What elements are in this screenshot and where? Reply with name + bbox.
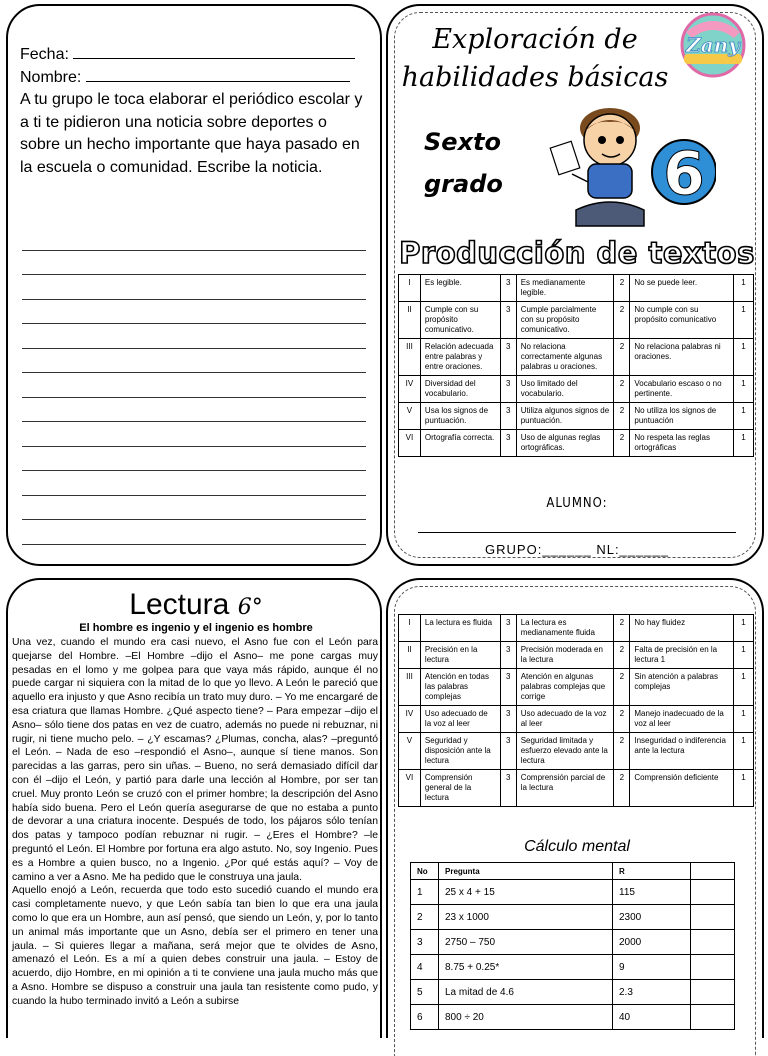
rubric-descriptor: Precisión en la lectura [420,642,500,669]
zany-logo [674,12,752,78]
rubric-descriptor: Comprensión general de la lectura [420,770,500,807]
rubric-row [399,430,754,457]
question-text: 8.75 + 0.25* [439,955,613,980]
rubric-descriptor: Usa los signos de puntuación. [420,403,500,430]
answer-check-header [691,863,735,880]
fecha-field[interactable] [73,44,355,59]
question-number: 6 [411,1005,439,1030]
rubric-points: 1 [734,430,754,457]
grade-line2: grado [424,170,503,198]
cover-title-line2: habilidades básicas [401,62,669,93]
calc-title: Cálculo mental [524,838,630,855]
rubric-row [399,642,754,669]
student-illustration [536,102,716,234]
answer-value: 2300 [613,905,691,930]
rubric-row [399,339,754,376]
rubric-criterion-number: V [399,733,421,770]
reading-grade: 6° [237,595,263,620]
rubric-points: 2 [614,302,630,339]
cover-title-line1: Exploración de [432,24,638,55]
rubric-points: 1 [734,642,754,669]
cover-card [386,4,764,566]
nombre-label: Nombre: [20,68,82,86]
mental-math-table [410,862,735,1030]
rubric-points: 2 [614,642,630,669]
rubric-row [399,403,754,430]
rubric-points: 2 [614,733,630,770]
rubric-criterion-number: II [399,302,421,339]
rubric-descriptor: No respeta las reglas ortográficas [630,430,734,457]
rubric-descriptor: Vocabulario escaso o no pertinente. [630,376,734,403]
writing-prompt: A tu grupo le toca elaborar el periódico escolar y a ti te pidieron una noticia sobre deportes o sobre un hecho importante que haya pasado en la escuela o comunidad. Escribe la noticia. [20,91,363,176]
grade-line1: Sexto [424,128,502,156]
answer-check-cell[interactable] [691,1005,735,1030]
table-row [411,880,735,905]
rubric-descriptor: Atención en algunas palabras complejas que corrige [516,669,614,706]
rubric-descriptor: No cumple con su propósito comunicativo [630,302,734,339]
column-header: R [613,863,691,880]
rubric-descriptor: Falta de precisión en la lectura 1 [630,642,734,669]
reading-paragraph: Aquello enojó a León, recuerda que todo esto sucedió cuando el mundo era casi completamente nuevo, y que León sabía tan bien lo que era una jaula como lo que era un Hombre, aun así pensó, que siendo un León, y, por lo tanto un animal más importante que un Asno, debía ser el primero en tener una jaula. – Si quieres llegar a mañana, será mejor que te olvides de Asno, amenazó el León. Es a mí a quien debes construir una jaula. – Estoy de acuerdo, dijo Hombre, en mi opinión a ti te conviene una jaula mucho más que a Asno. Hombre se dispuso a construir una jaula tan resistente como pudo, y cuando la hubo terminado invitó a León a subirse [12,885,378,1007]
rubric-criterion-number: I [399,275,421,302]
rubric-points: 2 [614,339,630,376]
rubric-descriptor: No relaciona palabras ni oraciones. [630,339,734,376]
answer-check-cell[interactable] [691,880,735,905]
rubric-points: 1 [734,733,754,770]
writing-line[interactable] [22,520,366,545]
rubric-row [399,275,754,302]
question-number: 4 [411,955,439,980]
form-header [20,44,366,179]
rubric-points: 2 [614,706,630,733]
question-text: 800 ÷ 20 [439,1005,613,1030]
rubric-descriptor: Es medianamente legible. [516,275,614,302]
rubric-row [399,706,754,733]
rubric-descriptor: Uso limitado del vocabulario. [516,376,614,403]
rubric-row [399,615,754,642]
rubric-descriptor: Ortografía correcta. [420,430,500,457]
fecha-label: Fecha: [20,46,69,63]
rubric-criterion-number: IV [399,706,421,733]
question-number: 3 [411,930,439,955]
reading-title: Lectura [129,588,230,621]
rubric-points: 1 [734,339,754,376]
answer-value: 40 [613,1005,691,1030]
fecha-row [20,44,366,67]
nombre-row [20,67,366,90]
reading-body [12,636,378,1009]
rubric-criterion-number: I [399,615,421,642]
rubric-descriptor: La lectura es medianamente fluida [516,615,614,642]
rubric-descriptor: Es legible. [420,275,500,302]
rubric-points: 3 [500,770,516,807]
writing-line[interactable] [22,251,366,276]
writing-line[interactable] [22,349,366,374]
reading-title-row [8,588,384,625]
reading-card [6,578,382,1038]
rubric-points: 3 [500,376,516,403]
rubric-criterion-number: IV [399,376,421,403]
question-number: 1 [411,880,439,905]
alumno-field[interactable] [418,532,736,533]
writing-line[interactable] [22,422,366,447]
rubric-points: 3 [500,615,516,642]
rubric-descriptor: Cumple con su propósito comunicativo. [420,302,500,339]
answer-value: 9 [613,955,691,980]
column-header: Pregunta [439,863,613,880]
rubric-points: 1 [734,615,754,642]
rubric-points: 1 [734,669,754,706]
rubric-points: 2 [614,430,630,457]
rubric-descriptor: La lectura es fluida [420,615,500,642]
rubric-points: 2 [614,770,630,807]
answer-check-cell[interactable] [691,955,735,980]
reading-rubric-table [398,614,754,807]
writing-line[interactable] [22,496,366,521]
logo-text: Zany [686,33,740,57]
question-text: La mitad de 4.6 [439,980,613,1005]
writing-prompt-card [6,4,382,566]
answer-check-cell[interactable] [691,980,735,1005]
rubric-row [399,733,754,770]
rubric-points: 3 [500,642,516,669]
rubric-points: 2 [614,275,630,302]
rubric-points: 2 [614,615,630,642]
rubric-points: 1 [734,302,754,339]
rubric-descriptor: No hay fluidez [630,615,734,642]
writing-line[interactable] [22,275,366,300]
writing-line[interactable] [22,447,366,472]
rubric-points: 3 [500,669,516,706]
rubric-points: 3 [500,403,516,430]
rubric-descriptor: No se puede leer. [630,275,734,302]
grupo-nl-field[interactable]: GRUPO:______ NL:______ [485,542,669,557]
rubric-descriptor: Inseguridad o indiferencia ante la lectura [630,733,734,770]
reading-paragraph: Una vez, cuando el mundo era casi nuevo, el Asno fue con el León para quejarse del Hombre. –El Hombre –dijo el Asno– me pone cargas muy pesadas en el lomo y me golpea para que vaya más rápido, aunque él no puede cargar ni siquiera con la mitad de lo que yo llevo. A León le pareció que aquello era injusto y que Asno recibía un trato muy duro. – Yo me encargaré de esa criatura que llamas Hombre. ¿Qué aspecto tiene? – Para empezar –dijo el Asno– sólo tiene dos patas en vez de cuatro, además no puede ni rebuznar, ni rugir, ni tiene mucho pelo. – ¿Y escamas? ¿Plumas, concha, alas? –preguntó el León. – Nada de eso –respondió el Asno–, aunque sí tiene manos. Son parecidas a las garras, pero sin uñas. – Bueno, no será demasiado difícil dar con él –dijo el León, y partió para darle una lección al Hombre, por ser tan cruel. Muy pronto León se cruzó con el primer hombre; la descripción del Asno había sido buena. Pero el León quería asegurarse de que no estaba a punto de devorar a una criatura inocente. Después de todo, los pájaros sólo tenían dos patas y tampoco podían rebuznar ni rugir. – ¿Eres el Hombre? –le preguntó el León. El Hombre por fortuna era algo astuto. No, soy Ingenio. Pues es a Hombre a quien busco, no a Ingenio. ¿Por qué estás aquí? – Voy de camino a ver a Asno. Me ha pedido que le construya una jaula. [12,637,378,883]
rubric-points: 3 [500,302,516,339]
question-text: 25 x 4 + 15 [439,880,613,905]
rubric-descriptor: Uso adecuado de la voz al leer [420,706,500,733]
rubric-row [399,770,754,807]
question-text: 2750 – 750 [439,930,613,955]
rubric-points: 3 [500,275,516,302]
rubric-descriptor: Sin atención a palabras complejas [630,669,734,706]
rubric-descriptor: Cumple parcialmente con su propósito comunicativo. [516,302,614,339]
rubric-row [399,376,754,403]
grade-number: 6 [663,139,705,209]
rubric-descriptor: Seguridad limitada y esfuerzo elevado ante la lectura [516,733,614,770]
rubric-criterion-number: III [399,339,421,376]
rubric-criterion-number: III [399,669,421,706]
rubric-row [399,302,754,339]
rubric-descriptor: Seguridad y disposición ante la lectura [420,733,500,770]
writing-area[interactable] [22,226,366,545]
rubric-criterion-number: II [399,642,421,669]
writing-line[interactable] [22,300,366,325]
rubric-points: 3 [500,733,516,770]
answer-check-cell[interactable] [691,930,735,955]
reading-subtitle: El hombre es ingenio y el ingenio es hombre [79,622,313,634]
section-title: Producción de textos [399,236,755,270]
answer-value: 115 [613,880,691,905]
writing-line[interactable] [22,398,366,423]
question-number: 2 [411,905,439,930]
writing-line[interactable] [22,324,366,349]
rubric-points: 1 [734,706,754,733]
writing-rubric-table [398,274,754,457]
table-row [411,905,735,930]
rubric-descriptor: Precisión moderada en la lectura [516,642,614,669]
rubric-points: 3 [500,430,516,457]
writing-line[interactable] [22,373,366,398]
table-row [411,930,735,955]
table-row [411,1005,735,1030]
rubric-points: 1 [734,770,754,807]
writing-line[interactable] [22,226,366,251]
rubric-criterion-number: VI [399,770,421,807]
nombre-field[interactable] [86,67,350,82]
rubric-criterion-number: V [399,403,421,430]
rubric-points: 2 [614,669,630,706]
rubric-points: 1 [734,376,754,403]
question-text: 23 x 1000 [439,905,613,930]
answer-value: 2000 [613,930,691,955]
table-header [411,863,735,880]
rubric-descriptor: Relación adecuada entre palabras y entre oraciones. [420,339,500,376]
answer-check-cell[interactable] [691,905,735,930]
table-row [411,955,735,980]
column-header: No [411,863,439,880]
rubric-descriptor: Uso adecuado de la voz al leer [516,706,614,733]
rubric-descriptor: Atención en todas las palabras complejas [420,669,500,706]
assessment-card [386,578,764,1038]
rubric-points: 1 [734,403,754,430]
rubric-criterion-number: VI [399,430,421,457]
rubric-descriptor: Utiliza algunos signos de puntuación. [516,403,614,430]
alumno-label: ALUMNO: [546,496,608,511]
table-row [411,980,735,1005]
rubric-points: 2 [614,403,630,430]
writing-line[interactable] [22,471,366,496]
rubric-row [399,669,754,706]
rubric-descriptor: Comprensión parcial de la lectura [516,770,614,807]
rubric-points: 1 [734,275,754,302]
rubric-descriptor: Uso de algunas reglas ortográficas. [516,430,614,457]
rubric-points: 2 [614,376,630,403]
question-number: 5 [411,980,439,1005]
rubric-points: 3 [500,339,516,376]
rubric-descriptor: No relaciona correctamente algunas palabras u oraciones. [516,339,614,376]
rubric-descriptor: No utiliza los signos de puntuación [630,403,734,430]
rubric-descriptor: Manejo inadecuado de la voz al leer [630,706,734,733]
rubric-points: 3 [500,706,516,733]
rubric-descriptor: Diversidad del vocabulario. [420,376,500,403]
answer-value: 2.3 [613,980,691,1005]
rubric-descriptor: Comprensión deficiente [630,770,734,807]
